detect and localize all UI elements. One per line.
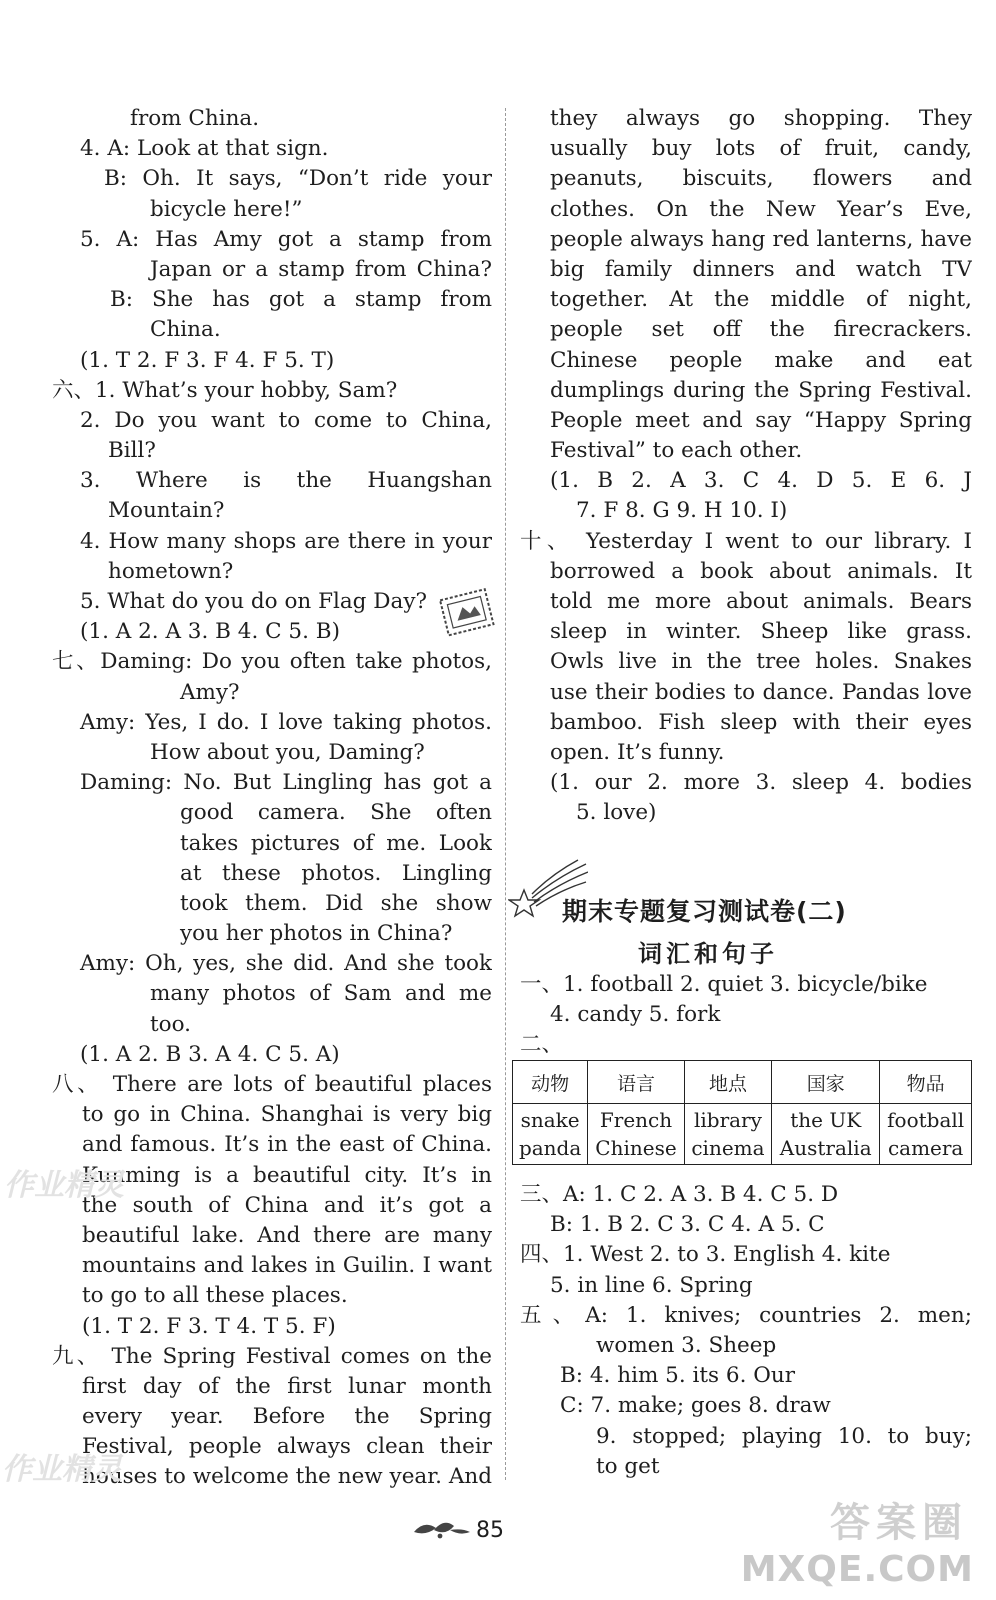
answer-line: clothes. On the New Year’s Eve,	[550, 196, 972, 222]
answer-line: too.	[150, 1011, 191, 1037]
answer-line: people always hang red lanterns, have	[550, 226, 972, 252]
answer-line: Amy: Oh, yes, she did. And she took	[80, 951, 492, 977]
table-header-row	[513, 1061, 972, 1104]
cell-word: French	[599, 1108, 673, 1132]
answer-line: B: 4. him 5. its 6. Our	[560, 1363, 795, 1389]
answer-line: 五、A: 1. knives; countries 2. men;	[520, 1302, 972, 1328]
word-classification-table	[512, 1060, 972, 1165]
table-cell	[772, 1104, 880, 1165]
answer-line: 一、1. football 2. quiet 3. bicycle/bike	[520, 972, 928, 997]
answer-line: took them. Did she show	[180, 890, 492, 916]
answer-line: 5. in line 6. Spring	[550, 1272, 753, 1298]
left-column	[52, 104, 492, 1493]
answer-line: 7. F 8. G 9. H 10. I)	[576, 498, 788, 524]
answer-line: C: 7. make; goes 8. draw	[560, 1393, 831, 1419]
answer-line: they always go shopping. They	[550, 106, 972, 131]
faint-watermark: 作业精灵	[2, 1452, 122, 1487]
answer-line: good camera. She often	[180, 800, 492, 826]
answer-line: mountains and lakes in Guilin. I want	[82, 1253, 492, 1279]
answer-line: 9. stopped; playing 10. to buy;	[596, 1423, 972, 1449]
answer-line: (1. T 2. F 3. F 4. F 5. T)	[80, 347, 335, 373]
answer-line: to go in China. Shanghai is very big	[82, 1102, 492, 1128]
answer-line: B: 1. B 2. C 3. C 4. A 5. C	[550, 1212, 825, 1238]
answer-line: (1. B 2. A 3. C 4. D 5. E 6. J	[550, 468, 972, 494]
answer-line: Bill?	[108, 438, 156, 464]
table-cell	[684, 1104, 771, 1165]
table-header: 国家	[772, 1061, 880, 1104]
answer-line: 七、Daming: Do you often take photos,	[52, 649, 492, 675]
table-cell	[513, 1104, 588, 1165]
answer-line: borrowed a book about animals. It	[550, 558, 972, 584]
cell-word: camera	[887, 1136, 964, 1160]
answer-line: Festival” to each other.	[550, 438, 803, 464]
table-row	[513, 1104, 972, 1165]
answer-line: to get	[596, 1453, 660, 1479]
answer-line: 4. A: Look at that sign.	[80, 136, 329, 162]
answer-line: 4. candy 5. fork	[550, 1002, 721, 1028]
answer-line: Owls live in the tree holes. Snakes	[550, 649, 972, 675]
answer-line: bamboo. Fish sleep with their eyes	[550, 709, 972, 735]
cell-word: Chinese	[595, 1136, 677, 1160]
answer-line: Kunming is a beautiful city. It’s in	[82, 1162, 492, 1188]
answer-line: B: She has got a stamp from	[110, 287, 492, 313]
table-header: 物品	[880, 1061, 972, 1104]
answer-line: 八、 There are lots of beautiful places	[52, 1072, 492, 1097]
answer-line: first day of the first lunar month	[82, 1373, 492, 1399]
section-heading	[508, 858, 968, 968]
answer-line: (1. A 2. A 3. B 4. C 5. B)	[80, 619, 340, 645]
answer-line: China.	[150, 317, 221, 343]
grammar-answers	[520, 1180, 972, 1482]
answer-line: hometown?	[108, 558, 234, 584]
table-header: 动物	[513, 1061, 588, 1104]
answer-line: dumplings during the Spring Festival.	[550, 377, 972, 403]
table-cell	[880, 1104, 972, 1165]
answer-line: Festival, people always clean their	[82, 1434, 492, 1460]
stamp-icon	[432, 584, 504, 642]
answer-line: big family dinners and watch TV	[550, 256, 972, 282]
table-cell	[588, 1104, 685, 1165]
answer-line: takes pictures of me. Look	[180, 830, 492, 856]
answer-line: 5. A: Has Amy got a stamp from	[80, 226, 492, 252]
cell-word: panda	[518, 1136, 582, 1160]
answer-line: 九、 The Spring Festival comes on the	[52, 1343, 492, 1369]
answer-line: usually buy lots of fruit, candy,	[550, 136, 972, 162]
answer-line: People meet and say “Happy Spring	[550, 407, 972, 433]
answer-line: houses to welcome the new year. And	[82, 1464, 492, 1490]
answer-line: to go to all these places.	[82, 1283, 348, 1309]
answer-line: Amy?	[180, 679, 240, 705]
cell-word: football	[887, 1108, 965, 1132]
answer-line: 四、1. West 2. to 3. English 4. kite	[520, 1242, 891, 1268]
answer-line: B: Oh. It says, “Don’t ride your	[104, 166, 492, 192]
answer-line: every year. Before the Spring	[82, 1404, 492, 1430]
answer-line: beautiful lake. And there are many	[82, 1222, 492, 1248]
table-header: 语言	[588, 1061, 685, 1104]
section-subtitle: 词汇和句子	[638, 940, 778, 968]
faint-watermark: 作业精灵	[4, 1168, 124, 1203]
answer-line: people set off the firecrackers.	[550, 317, 972, 343]
answer-line: women 3. Sheep	[596, 1332, 777, 1358]
section-title: 期末专题复习测试卷(二)	[562, 897, 847, 926]
right-column	[520, 104, 972, 829]
column-divider	[505, 108, 506, 1480]
cell-word: snake	[520, 1108, 580, 1132]
answer-line: together. At the middle of night,	[550, 287, 972, 313]
answer-line: open. It’s funny.	[550, 739, 725, 765]
answer-line: the south of China and it’s got a	[82, 1192, 492, 1218]
cell-word: cinema	[691, 1136, 765, 1160]
answer-line: Japan or a stamp from China?	[150, 256, 492, 282]
answer-line: How about you, Daming?	[150, 739, 425, 765]
answer-line: at these photos. Lingling	[180, 860, 492, 886]
leaf-ornament-icon	[410, 1514, 472, 1544]
answer-line: you her photos in China?	[180, 921, 453, 947]
table-header: 地点	[684, 1061, 771, 1104]
answer-line: bicycle here!”	[150, 196, 303, 222]
answer-line: Daming: No. But Lingling has got a	[80, 770, 492, 796]
answer-line: 5. What do you do on Flag Day?	[80, 589, 428, 614]
answer-line: (1. our 2. more 3. sleep 4. bodies	[550, 770, 972, 796]
vocab-answers	[520, 970, 972, 1061]
answer-line: 十、 Yesterday I went to our library. I	[520, 528, 972, 554]
answer-line: (1. A 2. B 3. A 4. C 5. A)	[80, 1041, 340, 1067]
answer-line: 4. How many shops are there in your	[80, 528, 492, 554]
answer-line: 2. Do you want to come to China,	[80, 407, 492, 433]
answer-line: use their bodies to dance. Pandas love	[550, 679, 972, 705]
answer-line: 六、1. What’s your hobby, Sam?	[52, 377, 398, 403]
cell-word: the UK	[790, 1108, 862, 1132]
answer-line: 3. Where is the Huangshan	[80, 468, 492, 494]
cell-word: library	[693, 1108, 762, 1132]
answer-line: Amy: Yes, I do. I love taking photos.	[80, 709, 492, 735]
answer-line: many photos of Sam and me	[150, 981, 492, 1007]
answer-line: Mountain?	[108, 498, 225, 524]
answer-line: sleep in winter. Sheep like grass.	[550, 619, 972, 645]
answer-line: 二、	[520, 1032, 564, 1058]
answer-line: and famous. It’s in the east of China.	[82, 1132, 492, 1158]
answer-line: 5. love)	[576, 800, 657, 826]
cell-word: Australia	[779, 1136, 872, 1160]
answer-line: told me more about animals. Bears	[550, 589, 972, 614]
watermark-logo: 答案圈	[830, 1500, 968, 1546]
answer-line: (1. T 2. F 3. T 4. T 5. F)	[82, 1313, 336, 1339]
answer-line: peanuts, biscuits, flowers and	[550, 166, 972, 192]
answer-line: from China.	[130, 106, 260, 131]
watermark-site: MXQE.COM	[740, 1549, 974, 1590]
page-number: 85	[476, 1518, 504, 1543]
answer-line: 三、A: 1. C 2. A 3. B 4. C 5. D	[520, 1182, 839, 1207]
answer-line: Chinese people make and eat	[550, 347, 972, 373]
